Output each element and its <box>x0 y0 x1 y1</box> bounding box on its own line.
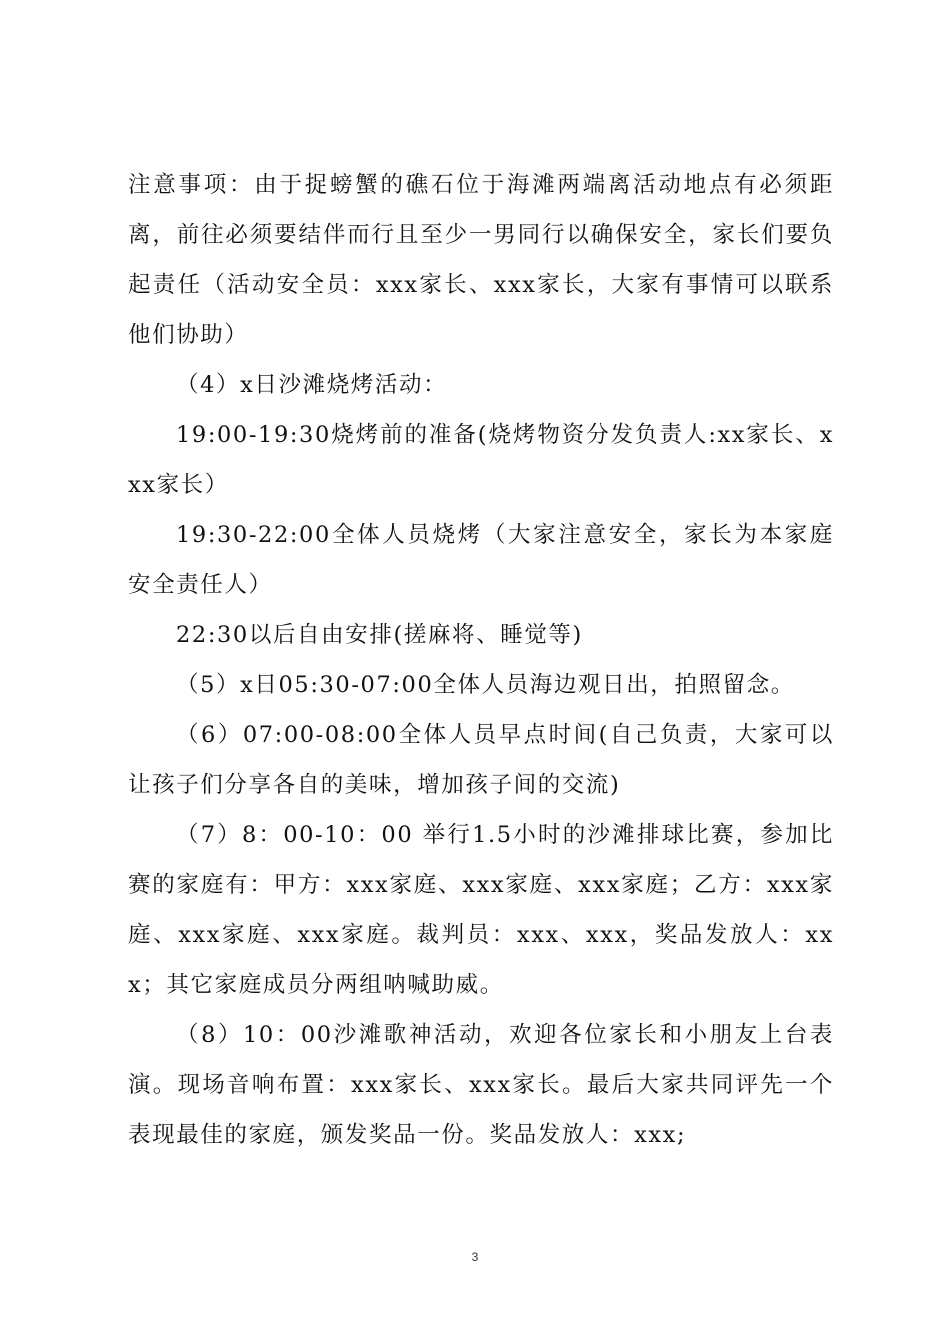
paragraph-volleyball: （7）8：00-10：00 举行1.5小时的沙滩排球比赛，参加比赛的家庭有：甲方：xxx家庭、xxx家庭、xxx家庭；乙方：xxx家庭、xxx家庭、xxx家庭。裁判员：xxx、xxx，奖品发放人：xxx；其它家庭成员分两组呐喊助威。 <box>128 822 834 998</box>
paragraph-safety-notes: 注意事项：由于捉螃蟹的礁石位于海滩两端离活动地点有必须距离，前往必须要结伴而行且至少一男同行以确保安全，家长们要负起责任（活动安全员：xxx家长、xxx家长，大家有事情可以联系他们协助） <box>128 172 834 348</box>
paragraph-singing-contest: （8）10：00沙滩歌神活动，欢迎各位家长和小朋友上台表演。现场音响布置：xxx家长、xxx家长。最后大家共同评先一个表现最佳的家庭，颁发奖品一份。奖品发放人：xxx; <box>128 1022 834 1148</box>
paragraph-bbq-all-members: 19:30-22:00全体人员烧烤（大家注意安全，家长为本家庭安全责任人） <box>128 522 834 598</box>
paragraph-free-time: 22:30以后自由安排(搓麻将、睡觉等) <box>176 622 583 648</box>
page-number: 3 <box>471 1250 479 1264</box>
document-body <box>128 160 834 1160</box>
paragraph-bbq-preparation: 19:00-19:30烧烤前的准备(烧烤物资分发负责人:xx家长、xxx家长） <box>128 422 834 498</box>
paragraph-bbq-activity-heading: （4）x日沙滩烧烤活动： <box>176 372 448 398</box>
paragraph-breakfast: （6）07:00-08:00全体人员早点时间(自己负责，大家可以让孩子们分享各自的美味，增加孩子间的交流) <box>128 722 834 798</box>
paragraph-sunrise: （5）x日05:30-07:00全体人员海边观日出，拍照留念。 <box>176 672 795 698</box>
